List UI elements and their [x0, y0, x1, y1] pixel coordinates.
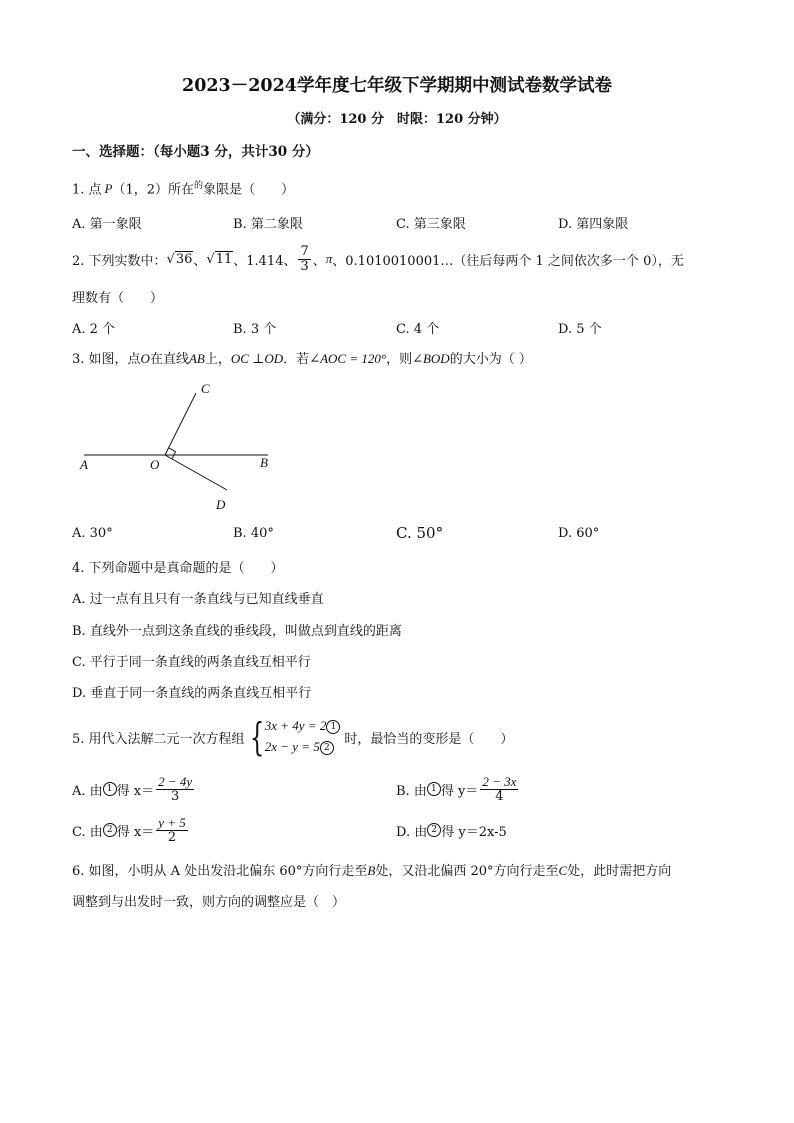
- angle-bod: ∠BOD: [412, 351, 450, 366]
- q4-option-a[interactable]: A. 过一点有且只有一条直线与已知直线垂直: [72, 592, 324, 607]
- page-title: 2023－2024学年度七年级下学期期中测试卷数学试卷: [182, 76, 612, 96]
- label-c: C: [201, 381, 210, 396]
- q3-option-d[interactable]: D. 60°: [558, 526, 600, 541]
- q2-prefix: 2. 下列实数中：: [72, 253, 167, 269]
- q2-option-a[interactable]: A. 2 个: [72, 322, 116, 337]
- fraction-7-3: $\frac{7}{3}$: [300, 243, 309, 274]
- q1-coords: （1，2）所在: [112, 182, 195, 198]
- question-5-stem: 5. 用代入法解二元一次方程组 { 3x + 4y = 2 1 2x − y = 5 2 时，最恰当的变形是（ ）: [72, 715, 514, 759]
- q5-option-d[interactable]: D. 由 2 得 y＝2x-5: [396, 824, 507, 840]
- question-3-stem: 3. 如图，点O在直线AB上，OC ⊥OD．若∠AOC = 120°，则∠BOD的大小为（ ）: [72, 351, 532, 367]
- q1-prefix: 1. 点: [72, 182, 102, 198]
- label-d: D: [216, 497, 226, 512]
- q4-option-b[interactable]: B. 直线外一点到这条直线的垂线段，叫做点到直线的距离: [72, 624, 402, 639]
- q2-option-d[interactable]: D. 5 个: [558, 322, 602, 337]
- q5-option-c[interactable]: C. 由 2 得 x＝ $\frac{y + 5}{2}$: [72, 814, 186, 845]
- angle-aoc: ∠AOC = 120°: [309, 351, 387, 366]
- q3-figure: [72, 378, 292, 518]
- label-a: A: [80, 457, 88, 472]
- equation-2: 2x − y = 5: [264, 739, 320, 754]
- system-brace: {: [249, 715, 264, 759]
- q1-suffix: 象限是（ ）: [203, 182, 295, 198]
- q3-option-a[interactable]: A. 30°: [72, 526, 113, 541]
- q1-point-p: P: [104, 181, 113, 197]
- exam-subtitle: （满分：120 分 时限：120 分钟）: [287, 112, 507, 127]
- q3-option-c[interactable]: C. 50°: [396, 524, 444, 542]
- perp-expression: OC ⊥OD: [230, 351, 284, 366]
- q5-option-b[interactable]: B. 由 1 得 y＝ $\frac{2 - 3x}{4}$: [396, 773, 517, 804]
- section-title-choice: 一、选择题：（每小题3 分，共计30 分）: [72, 144, 319, 160]
- pi-symbol: π: [325, 251, 333, 266]
- q2-option-b[interactable]: B. 3 个: [233, 322, 277, 337]
- sqrt-11: √11: [206, 251, 233, 267]
- q1-sup: 的: [194, 181, 204, 191]
- q2-option-c[interactable]: C. 4 个: [396, 322, 440, 337]
- q1-option-d[interactable]: D. 第四象限: [558, 217, 629, 232]
- label-o: O: [150, 457, 160, 472]
- label-b: B: [260, 455, 268, 470]
- equation-system: 3x + 4y = 2 1 2x − y = 5 2: [265, 716, 341, 758]
- equation-1: 3x + 4y = 2: [264, 718, 327, 733]
- sqrt-36: √36: [166, 251, 193, 267]
- q2-line2: 理数有（ ）: [72, 291, 164, 306]
- question-2-stem: 2. 下列实数中： √36 、 √11 、1.414、 $\frac{7}{3}$ 、 π 、0.1010010001…（往后每两个 1 之间依次多一个 0），无: [72, 243, 684, 274]
- q5-option-a[interactable]: A. 由 1 得 x＝ $\frac{2 - 4y}{3}$: [72, 773, 193, 804]
- question-1-stem: [72, 178, 294, 197]
- question-6-stem: 6. 如图，小明从 A 处出发沿北偏东 60°方向行走至B处，又沿北偏西 20°方向行走至C处，此时需把方向: [72, 863, 672, 879]
- q3-option-b[interactable]: B. 40°: [233, 526, 274, 541]
- q2-rest: 、0.1010010001…（往后每两个 1 之间依次多一个 0），无: [332, 253, 684, 269]
- q1-option-b[interactable]: B. 第二象限: [233, 217, 303, 232]
- ray-od: [165, 455, 227, 490]
- q4-option-c[interactable]: C. 平行于同一条直线的两条直线互相平行: [72, 655, 311, 670]
- q1-option-a[interactable]: A. 第一象限: [72, 217, 142, 232]
- q1-option-c[interactable]: C. 第三象限: [396, 217, 466, 232]
- q6-line2: 调整到与出发时一致，则方向的调整应是（ ）: [72, 895, 346, 910]
- q4-option-d[interactable]: D. 垂直于同一条直线的两条直线互相平行: [72, 686, 312, 701]
- question-4-stem: 4. 下列命题中是真命题的是（ ）: [72, 561, 284, 576]
- ray-oc: [165, 393, 196, 455]
